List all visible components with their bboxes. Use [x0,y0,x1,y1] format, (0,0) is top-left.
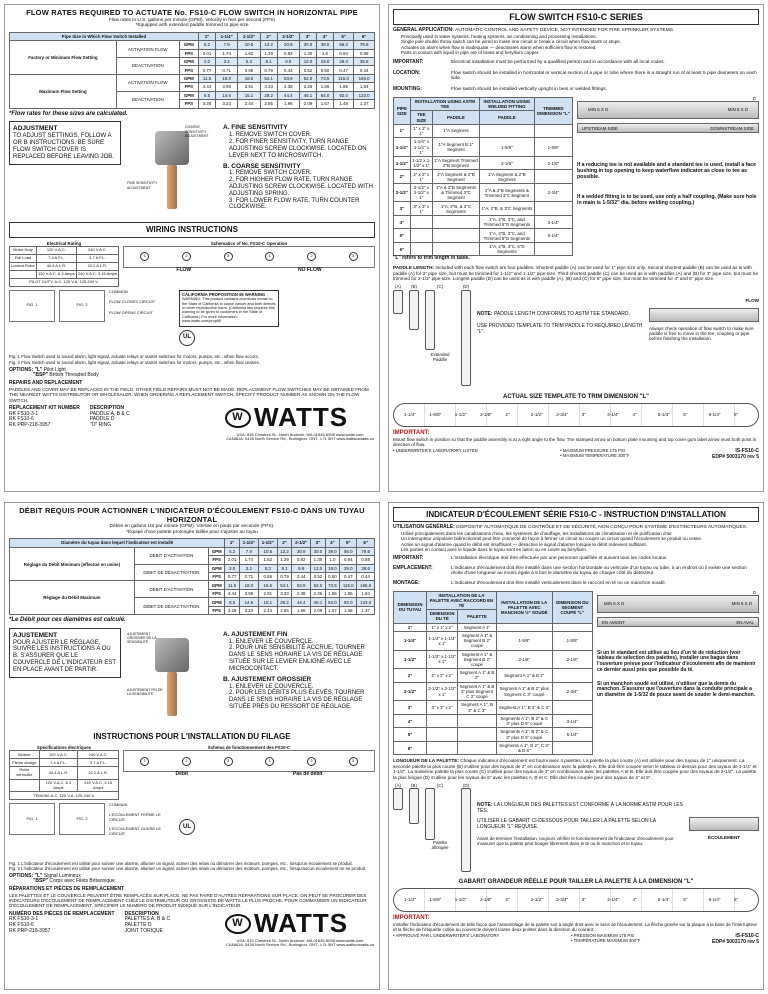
pipe-size-col: 2" [277,539,291,547]
repairs-text: PADDLES AND COVER MAY BE REPLACED IN THE FIELD. OTHER FIELD REPAIRS MUST NOT BE MADE. REPLACEMENT FLOW SWITCHES MAY BE OBTAINED FROM THE NEAREST WATTS DISTRIBUTOR OR WHOLESALER. WHEN ORDERING A REPLACEMENT SWITCH, SPECIFY PRODUCT NUMBER AS SHOWN ON THE FLOW SWITCH. [9,386,369,403]
fig2-caption: Fig. 2 Flow Switch used to sound alarm, light signal, actuate relays or starter switches for motors, pumps, etc., when flow ceases. [9,359,260,365]
flow-rates-subtitle: Flow rates in U.S. gallons per minute (GPM), Velocity in feet per second (FPS) [108,17,276,23]
table-row: FPS 3.28 3.23 2.44 2.65 1.96 2.09 1.67 1.48 1.37 [10,100,375,108]
adjustment-text: TO ADJUST SETTINGS, FOLLOW A OR B INSTRUCTIONS. BE SURE FLOW SWITCH COVER IS REPLACED BEFORE LEAVING JOB. [13,132,114,160]
pipe-size-col: 6" [354,32,375,40]
no-flow-label: NO FLOW [297,266,322,273]
table-row: 5" Segments A 1", B 2" & C 3" plus D 6" coupé 5-1/4" [394,728,593,742]
usa-address: USA: 815 Chestnut St., North Andover, MA 01845-6098 www.watts.com [236,431,364,437]
french-installation-panel: INDICATEUR D'ÉCOULEMENT SÉRIE FS10-C - INSTRUCTION D'INSTALLATION UTILISATION GÉNÉRALE: DISPOSITIF AUTOMATIQUE DE CONTRÔLE ET DE SÉCURITÉ, NON CONÇU POUR SYSTÈME D'EXTINCTEURS AUTOMATIQUES. Utilisé principalement dans les canalisations d'eau, les systèmes de chauffage, les installations de climatisation et de purification d'air. Un interrupteur unipolaire bidirectionnel peut être connecté de façon à fermer un circuit ou couper un circuit quand l'écoulement se produit ou cesse. Active un signal d'alarme quand le débit est insuffisant — désactive le signal d'alarme lorsque le débit redevient suffisant. Les parties en contact avec le liquide dans le tuyau sont en laiton ou en cuivre au béryllium. IMPORTANT: L'installation électrique doit être effectuée par une personne qualifiée et suivant tous les codes locaux. EMPLACEMENT: L'indicateur d'écoulement doit être installé dans une section horizontale ou verticale d'un tuyau ou tube, à un endroit où il existe une section droite d'une longueur au moins égale à 5 fois le diamètre du tuyau de chaque côté du détecteur. MONTAGE: L'indicateur d'écoulement doit être installé verticalement dans le raccord en té ou un manchon soudé. DIMENSION DU TUYAU INSTALLATION DE LA PALETTE AVEC RACCORD EN TÉ INSTALLATION DE LA PALETTE AVEC MANCHON ½" SOUDÉ DIMENSION DU SEGMENT COUPÉ "L" DIMENSION DU TÉ PALETTE 1" 1" x 1" x 1" Segment A 1" 1-1/4" 1-1/4" x 1-1/4" x 1" Segment A 1" & Segment B 2" coupé 1-5/8" 1-5/8" 1-1/2" 1-1/2" x 1-1/2" x 1" Segment A 1" & Segment B 2" coupé 2-1/8" 2-1/8" 2" 2" x 2" x 1" Segment A 1" & B 2" Segment A 1" & B 2" 2-1/2" 2-1/2" x 2-1/2" x 1" Segment A 1" & B 2" plus Segment C 3" coupé Segment A 1" & B 2" plus Segment C 3" coupé 2-3/4" 3" 3" x 3" x 1" Segment A 1", B 2" & C 3" Segment A 1", B 2" & C 3" 4" Segments A 1", B 2" & C 3" plus D 6" coupé 3-1/4" 5" Segments A 1", B 2" & C 3" plus D 6" coupé 5-1/4" 6" Segments A 1", B 2", C 3" & D 6" MIN 5 X D MIN 5 X D D EN AMONT EN AVAL Si un té standard est utilisé au lieu d'un té de réduction (voir tableau de sélection des palettes), installer une bague dans l'ouverture prévue pour l'indicateur d'écoulement afin de maintenir ce dernier aussi près que possible du té. Si un manchon soudé est utilisé, n'utiliser que la demie du manchon. S'assurer que l'ouverture dans la conduite principale a un diamètre de 1-5/32 de pouce avant de souder le demi-manchon. LONGUEUR DE LA PALETTE: Chaque indicateur d'écoulement est fourni avec 4 palettes. La palette la plus courte (A) est utilisée pour des tuyaux de 1" uniquement. La seconde palette la plus courte (B) s'utilise pour des tuyaux de 2" en combinaison avec la palette A. Elle doit être coupée selon le tableau ci-dessus pour des tuyaux de 1-1/4" et 1-1/2". La troisième palette la plus courte (C) s'utilise pour des tuyaux de 3" en combinaison avec les palettes A et B. Elle doit être coupée pour des tuyaux de 2-1/2". La palette la plus longue (D) s'utilise pour les tuyaux de 6" avec les palettes A, B et C. Elle doit être coupée pour des tuyaux de 4" et 5". (A) (B) (C) Palette allongée (D) NOTE: LA LONGUEUR DES PALETTES EST CONFORME À LA NORME ASTM POUR LES TÉS. UTILISER LE GABARIT CI-DESSOUS POUR TAILLER LA PALETTE SELON LA LONGUEUR "L" REQUISE. Avant de terminer l'installation, toujours vérifier le fonctionnement de l'indicateur d'écoulement pour s'assurer que la palette peut bouger librement dans le té ou le manchon et le tuyau. ÉCOULEMENT GABARIT GRANDEUR RÉELLE POUR TAILLER LA PALETTE À LA DIMENSION "L" 1-1/4" 1-5/8" 1-1/2" 2-1/8" 2" 2-1/2" 2-3/4" 3" 3-1/4" 4" 5-1/4" 5" 6-1/4" 6" IMPORTANT: Installer l'indicateur d'écoulement de telle façon que l'assemblage de la palette soit à angle droit avec le sens de l'écoulement. La flèche gravée sur la plaque à la base de l'interrupteur et la flèche de l'étiquette collée au couvercle doivent toutes deux pointer dans la direction du courant. • APPROUVÉ PAR L'UNDERWRITER'S LABORATORY • PRESSION MAXIMUM 175 PSI • TEMPÉRATURE MAXIMUM 300°F IS-FS10-C EDP# 5003170 rev 5 [388,502,764,990]
table-row: 3" 3" x 3" x 1" Segment A 1", B 2" & C 3" Segment A 1", B 2" & C 3" [394,701,593,715]
table-row: 2-1/2" 2-1/2" x 2-1/2" x 1" 1"A & 2"B Segments & Trimmed 3"C Segment 1"A & 2"B Segments & Trimmed 3"C Segment 2-3/4" [394,183,573,202]
ruler-mark: 5-1/4" [657,412,670,418]
fine-step: 2. FOR FINER SENSITIVITY, TURN RANGE ADJUSTING SCREW CLOCKWISE. LOCATED ON LEVER NEXT TO MICROSWITCH. [229,138,367,159]
calculated-note: *Flow rates for these sizes are calculated. [9,110,128,117]
pipe-size-col: 5" [340,539,357,547]
prop65-warning: CALIFORNIA PROPOSITION 65 WARNING WARNING: This product contains chemicals known to the State of California to cause cancer and birth defects or other reproductive harm. (California law requires this warning to be given to customers in the State of California.) For more information: www.watts.com/prop65 [179,290,279,327]
flow-switch-illustration [127,121,217,219]
ruler-mark: 6-1/4" [708,896,721,902]
table-row: 6" Segments A 1", B 2", C 3" & D 6" [394,741,593,755]
coarse-title: B. COARSE SENSITIVITY [223,162,301,170]
fine-title: A. FINE SENSITIVITY [223,124,288,132]
ul-listed-icon: UL [179,330,195,346]
flow-label: FLOW [176,266,192,273]
coarse-step: 3. FOR LOWER FLOW RATE, TURN COUNTER CLOCKWISE. [229,197,360,211]
table-row: 2-1/2" 2-1/2" x 2-1/2" x 1" Segment A 1" & B 2" plus Segment C 3" coupé Segment A 1" & B 2" plus Segment C 3" coupé 2-3/4" [394,682,593,701]
table-row: 6" 1"A, 2"B, 3"C, 6"D Segments [394,242,573,256]
french-subtitle: Débits en gallons US par minute (GPM), Vitesse en pieds par seconde (FPS). [109,524,275,530]
canada-address: CANADA: 5435 North Service Rd., Burlington, ONT., L7L 5H7 www.wattscanada.ca [226,436,374,442]
ruler-mark: 5-1/4" [657,896,670,902]
fine-step: 1. REMOVE SWITCH COVER. [229,131,312,138]
pipe-size-col: 6" [357,539,375,547]
table-row: FPS 3.28 3.23 2.44 2.65 1.96 2.09 1.67 1.48 1.37 [10,606,375,614]
options: OPTIONS: "L" Pilot Light "BSP" British Threaded Body [9,366,99,379]
watts-mark-icon: W [225,408,251,428]
ruler-mark: 2-1/2" [530,412,543,418]
pipe-size-col: 4" [317,32,334,40]
pipe-size-col: 2" [260,32,277,40]
pipe-size-header: Pipe Size in Which Flow Switch Installed [10,32,199,40]
figures-row [9,290,375,354]
flow-rates-table [9,32,375,109]
welded-fitting-note: If a welded fitting is to be used, use only a half coupling. (Make sure hole in main is 1-5/32" dia. before welding coupling.) [577,193,757,206]
ruler-mark: 2-3/4" [556,896,569,902]
pipe-size-col: 1-1/4" [239,539,258,547]
table-row: FPS 0.77 0.71 0.86 0.79 0.44 0.52 0.50 0.47 0.44 [10,573,375,581]
ruler-mark: 3" [581,896,586,902]
ruler-mark: 2-1/8" [480,896,492,902]
electrical-rating-table: Motor Duty 120 V.A.C. 240 V.A.C. Full Load 7.4 A F.L. 3.7 A F.L. Locked Rotor 44.4 A L.R. 22.2 A L.R. 120 V.A.C. 6.3 Amps 240 V.A.C. 3.15 Amps PILOT DUTY: A.C. 125 V.A. 125-240 V. [9,246,119,287]
adjustment-box [9,121,121,164]
ruler-mark: 1-1/2" [454,896,467,902]
table-row: FPS 0.77 0.71 0.86 0.79 0.44 0.52 0.50 0.47 0.44 [10,66,375,74]
paddles-illustration: (A) (B) (C) Extended Paddle (D) NOTE: PADDLE LENGTH CONFORMS TO ASTM TEE STANDARD. USE PROVIDED TEMPLATE TO TRIM PADDLE TO REQUIRED LENGTH "L". FLOW Always check operation of flow switch to make sure paddle is free to move in the tee, coupling or pipe before finishing the installation. [393,284,759,394]
table-row: DÉBIT DE DÉSACTIVATION GPM 8.5 14.6 15.1 29.2 44.4 46.1 64.0 92.0 123.0 [10,598,375,606]
pipe-size-col: 1" [198,32,215,40]
watts-mark-icon: W [225,914,251,934]
pipe-size-col: 5" [334,32,354,40]
switch-body [155,131,189,165]
french-wiring-title: INSTRUCTIONS POUR L'INSTALLATION DU FILAGE [93,732,291,742]
ruler-mark: 5" [683,896,688,902]
ruler-mark: 4" [632,896,637,902]
important-label: IMPORTANT: [393,430,430,437]
table-row: 1" 1" x 1" x 1" 1"A Segment [394,124,573,138]
french-flow-switch-illustration: AJUSTEMENT GROSSIER DE LA SENSIBILITÉ AJUSTEMENT FIN DE LA SENSIBILITÉ [127,628,217,726]
fig1-diagram: FIG. 1 [9,290,55,322]
important-text: Mount flow switch in position so that the paddle assembly is at a right angle to the flow. The stamped arrow on bottom plate mounting and top cover gum label arrow must both point in direction of flow. [393,437,757,448]
paddle [167,165,177,209]
pipe-size-col: 1-1/4" [216,32,238,40]
ruler-mark: 6" [734,896,739,902]
coarse-step: 1. REMOVE SWITCH COVER. [229,169,312,176]
ruler-mark: 3-1/4" [607,896,619,902]
table-row: 3" 3" x 3" x 1" 1"A, 2"B, & 3"C Segments 1"A, 2"B, & 3"C Segments [394,202,573,216]
ruler-mark: 1-1/4" [404,412,416,418]
french-adjustment-section: AJUSTEMENT POUR AJUSTER LE RÉGLAGE, SUIVRE LES INSTRUCTIONS A OU B. S'ASSURER QUE LE COUVERCLE DE L'INDICATEUR EST EN PLACE AVANT DE PARTIR. AJUSTEMENT GROSSIER DE LA SENSIBILITÉ AJUSTEMENT FIN DE LA SENSIBILITÉ A. AJUSTEMENT FIN 1. ENLEVER LE COUVERCLE. 2. POUR UNE SENSIBILITÉ ACCRUE, TOURNER DANS LE SENS HORAIRE LA VIS DE RÉGLAGE SITUÉE SUR LE LEVIER ENLIGNÉ AVEC LE MICROCONTACT. B. AJUSTEMENT GROSSIER 1. ENLEVER LE COUVERCLE. 2. POUR LES DÉBITS PLUS ÉLEVÉS, TOURNER DANS LE SENS HORAIRE LA VIS DE RÉGLAGE SITUÉE PRÈS DU RESSORT DE RÉGLAGE. [9,628,375,726]
electrical-rating-title: Electrical Rating [46,240,82,246]
switch-terminals: COMMON FLOW CLOSES CIRCUIT FLOW OPENS CIRCUIT [109,288,156,315]
table-row: DEACTIVATION GPM 8.5 14.6 15.1 29.2 44.4 46.1 64.0 92.0 123.0 [10,91,375,99]
ruler-mark: 2-1/8" [480,412,492,418]
ruler-mark: 2-1/2" [530,896,543,902]
schematics-title: Schematics of No. FS10-C Operation [210,240,288,246]
table-row: Factory or Minimum Flow Setting ACTIVATION FLOW GPM 5.2 7.9 10.5 13.2 20.9 30.0 39.0 56.0 79.9 [10,41,375,49]
replacement-kits: REPLACEMENT KIT NUMBER RK FS10-3-1 RK FS10-6 RK PRP-218-3957 DESCRIPTION PADDLE A, B & C PADDLE D "O" RING [9,404,130,429]
french-flow-rates-title: DÉBIT REQUIS POUR ACTIONNER L'INDICATEUR D'ÉCOULEMENT FS10-C DANS UN TUYAU HORIZONTAL [19,506,365,524]
operation-check-note: Always check operation of flow switch to make sure paddle is free to move in the tee, coupling or pipe before finishing the installation. [649,325,754,342]
pipe-size-col: 1-1/2" [238,32,260,40]
french-flow-rates-panel: DÉBIT REQUIS POUR ACTIONNER L'INDICATEUR D'ÉCOULEMENT FS10-C DANS UN TUYAU HORIZONTAL Débits en gallons US par minute (GPM), Vitesse en pieds par seconde (FPS). *Équipé d'une palette prolongée taillée pour s'ajuster au tuyau Diamètre du tuyau dans lequel l'indicateur est installé 1" 1-1/4" 1-1/2" 2" 2-1/2" 3" 4" 5" 6" Réglage du Débit Minimum (effectué en usine) DÉBIT D'ACTIVATION GPM 5.2 7.9 10.5 13.2 20.9 30.0 39.0 56.0 79.9 FPS 2.01 1.74 1.62 1.29 0.92 1.30 1.0 0.94 0.88 DÉBIT DE DÉSACTIVATION GPM 2.0 3.2 5.3 8.1 9.9 12.0 19.0 29.0 39.6 FPS 0.77 0.71 0.86 0.79 0.44 0.52 0.50 0.47 0.44 Réglage du Débit Maximum DÉBIT D'ACTIVATION GPM 11.5 18.0 18.6 54.1 53.9 52.0 73.5 115.0 166.0 FPS 4.44 3.98 2.91 3.33 2.38 2.26 1.86 1.85 1.84 DÉBIT DE DÉSACTIVATION GPM 8.5 14.6 15.1 29.2 44.4 46.1 64.0 92.0 123.0 FPS 3.28 3.23 2.44 2.65 1.96 2.09 1.67 1.48 1.37 *Le Débit pour ces diamètres est calculé. AJUSTEMENT POUR AJUSTER LE RÉGLAGE, SUIVRE LES INSTRUCTIONS A OU B. S'ASSURER QUE LE COUVERCLE DE L'INDICATEUR EST EN PLACE AVANT DE PARTIR. AJUSTEMENT GROSSIER DE LA SENSIBILITÉ AJUSTEMENT FIN DE LA SENSIBILITÉ A. AJUSTEMENT FIN 1. ENLEVER LE COUVERCLE. 2. POUR UNE SENSIBILITÉ ACCRUE, TOURNER DANS LE SENS HORAIRE LA VIS DE RÉGLAGE SITUÉE SUR LE LEVIER ENLIGNÉ AVEC LE MICROCONTACT. B. AJUSTEMENT GROSSIER 1. ENLEVER LE COUVERCLE. 2. POUR LES DÉBITS PLUS ÉLEVÉS, TOURNER DANS LE SENS HORAIRE LA VIS DE RÉGLAGE SITUÉE PRÈS DU RESSORT DE RÉGLAGE. INSTRUCTIONS POUR L'INSTALLATION DU FILAGE Spécifications électriques Moteur 120 V.A.C. 240 V.A.C. Pleine charge 7.4 A F.L. 3.7 A F.L. Rotor verrouillé 44.4 A L.R. 22.2 A L.R. 120 V.A.C. 6.3 Amps 240 V.A.C. 3.15 Amps TÉMOIN: A.C. 125 V.A. 125-240 V. Schéma de fonctionnement des FS10-C 1 2 3 1 2 3 Débit Pas de débit FIG. 1 FIG. 2 COMMUN L'ÉCOULEMENT FERME LE CIRCUIT L'ÉCOULEMENT OUVRE LE CIRCUIT UL Fig. 1 L'indicateur d'écoulement est utilisé pour sonner une alarme, allumer un signal, activer des relais ou démarrer des moteurs, pompes, etc., lorsqu'un écoulement se produit. Fig. 2 L'indicateur d'écoulement est utilisé pour sonner une alarme, allumer un signal, activer des relais ou démarrer des moteurs, pompes, etc., lorsqu'aucun écoulement ne se produit. OPTIONS: "L" Signal Lumineux "BSP" Corps avec Filets Britannique RÉPARATIONS ET PIÈCES DE REMPLACEMENT LES PALETTES ET LE COUVERCLE PEUVENT ÊTRE REMPLACÉS SUR PLACE. NE PAS FAIRE D'AUTRES RÉPARATIONS SUR PLACE. ON PEUT SE PROCURER DES INDICATEURS D'ÉCOULEMENT DE REMPLACEMENT CHEZ LE DISTRIBUTEUR OU GROSSISTE DE WATTS LE PLUS PROCHE. POUR COMMANDER UN INDICATEUR D'ÉCOULEMENT DE REMPLACEMENT, SPÉCIFIER LE NUMÉRO DE PRODUIT INDIQUÉ SUR L'INDICATEUR. NUMÉRO DES PIÈCES DE REMPLACEMENT RK FS10-3-1 RK FS10-6 RK PRP-218-3957 DESCRIPTION PALETTES A, B & C PALETTE D JOINT TORIQUE W WATTS USA: 815 Chestnut St., North Andover, MA 01845-6098 www.watts.com CANADA: 5435 North Service Rd., Burlington, ONT., L7L 5H7 www.wattscanada.ca [4,502,380,990]
coarse-caption: COARSE SENSITIVITY ADJUSTMENT [185,125,209,138]
table-row: DÉBIT DE DÉSACTIVATION GPM 2.0 3.2 5.3 8.1 9.9 12.0 19.0 29.0 39.6 [10,564,375,572]
pipe-size-col: 1-1/2" [258,539,277,547]
table-row: FPS 4.44 3.98 2.91 3.33 2.38 2.26 1.86 1.85 1.84 [10,83,375,91]
ruler-mark: 1-1/2" [454,412,467,418]
table-row: 2" 2" x 2" x 1" Segment A 1" & B 2" Segment A 1" & B 2" [394,669,593,683]
watts-logo-fr: W WATTS [225,909,375,939]
table-row: Maximum Flow Setting ACTIVATION FLOW GPM 11.5 18.0 18.6 54.1 53.9 52.0 73.5 115.0 166.0 [10,74,375,82]
ruler-mark: 2-3/4" [556,412,569,418]
pipe-size-col: 3" [299,32,316,40]
adjust-steps [223,121,375,219]
ruler-mark: 5" [683,412,688,418]
paddle-selection-table: PIPE SIZE INSTALLATION USING ASTM TEE INSTALLATION USING WELDED FITTING TRIMMED DIMENSION "L" TEE SIZE PADDLE PADDLE 1" 1" x 1" x 1" 1"A Segment 1-1/4" 1-1/4" x 1-1/4" x 1" 1"A Segment B 1" Segment 1-5/8" 1-5/8" 1-1/2" 1-1/2 x 1-1/2" x 1" 1"A Segment Trimmed 2"B Segment 2-1/8" 2-1/8" 2" 2" x 2" x 1" 1"A Segment & 2"B Segment 1"A Segment & 2"B Segment 2-1/2" 2-1/2" x 2-1/2" x 1" 1"A & 2"B Segments & Trimmed 3"C Segment 1"A & 2"B Segments & Trimmed 3"C Segment 2-3/4" 3" 3" x 3" x 1" 1"A, 2"B, & 3"C Segments 1"A, 2"B, & 3"C Segments 4" 1"A, 2"B, 3"C, and Trimmed 6"D Segments 3-1/4" 5" 1"A, 2"B, 3"C, and Trimmed 6"D Segments 5-1/4" 6" 1"A, 2"B, 3"C, 6"D Segments [393,97,573,257]
english-installation-panel: FLOW SWITCH FS10-C SERIES GENERAL APPLICATION: AUTOMATIC CONTROL AND SAFETY DEVICE, NOT INTENDED FOR FIRE SPRINKLER SYSTEMS. Principally used in water systems, heating systems, air conditioning and processing installations. Single pole double throw switch can be wired to make one circuit or break a circuit when flow starts or stops. Actuates an alarm when flow is inadequate — deactivates alarm when sufficient flow is restored. Parts in contact with liquid in pipe are of brass and beryllium copper. IMPORTANT: Electrical installation must be performed by a qualified person and in accordance with all local codes. LOCATION: Flow switch should be installed in horizontal or vertical section of a pipe or tube where there is a straight run of at least 5 pipe diameters on each side. MOUNTING: Flow switch should be installed vertically upright in tees or welded fittings. PIPE SIZE INSTALLATION USING ASTM TEE INSTALLATION USING WELDED FITTING TRIMMED DIMENSION "L" TEE SIZE PADDLE PADDLE 1" 1" x 1" x 1" 1"A Segment 1-1/4" 1-1/4" x 1-1/4" x 1" 1"A Segment B 1" Segment 1-5/8" 1-5/8" 1-1/2" 1-1/2 x 1-1/2" x 1" 1"A Segment Trimmed 2"B Segment 2-1/8" 2-1/8" 2" 2" x 2" x 1" 1"A Segment & 2"B Segment 1"A Segment & 2"B Segment 2-1/2" 2-1/2" x 2-1/2" x 1" 1"A & 2"B Segments & Trimmed 3"C Segment 1"A & 2"B Segments & Trimmed 3"C Segment 2-3/4" 3" 3" x 3" x 1" 1"A, 2"B, & 3"C Segments 1"A, 2"B, & 3"C Segments 4" 1"A, 2"B, 3"C, and Trimmed 6"D Segments 3-1/4" 5" 1"A, 2"B, 3"C, and Trimmed 6"D Segments 5-1/4" 6" 1"A, 2"B, 3"C, 6"D Segments MIN 5 X D MIN 5 X D D UPSTREAM SIDE DOWNSTREAM SIDE If a reducing tee is not available and a standard tee is used, install a face bushing in top opening to keep waterflow indicator as close to tee as possible. If a welded fitting is to be used, use only a half coupling. (Make sure hole in main is 1-5/32" dia. before welding coupling.) "L" refers to trim length in table. PADDLE LENGTH: Included with each flow switch are four paddles. Shortest paddle (A) can be used for 1" pipe size only. Second shortest paddle (B) can be used as is with paddle (A) for 2" pipe size, but must be trimmed for 1-1/4" and 1-1/2" pipe size. Third shortest paddle (C) can be used as is with paddles (A) and (B) for 3" pipe size, but must be trimmed for 2-1/2" pipe size. Longest paddle (D) can be used as is with paddle (A), (B) and (C) for 6" pipe size, but must be trimmed for 4" and 5" pipe size. (A) (B) (C) Extended Paddle (D) NOTE: PADDLE LENGTH CONFORMS TO ASTM TEE STANDARD. USE PROVIDED TEMPLATE TO TRIM PADDLE TO REQUIRED LENGTH "L". FLOW Always check operation of flow switch to make sure paddle is free to move in the tee, coupling or pipe before finishing the installation. ACTUAL SIZE TEMPLATE TO TRIM DIMENSION "L" 1-1/4" 1-5/8" 1-1/2" 2-1/8" 2" 2-1/2" 2-3/4" 3" 3-1/4" 4" 5-1/4" 5" 6-1/4" 6" IMPORTANT: Mount flow switch in position so that the paddle assembly is at a right angle to the flow. The stamped arrow on bottom plate mounting and top cover gum label arrow must both point in direction of flow. • UNDERWRITER'S LABORATORY LISTED • MAXIMUM PRESSURE 175 PSI • MAXIMUM TEMPERATURE 300°F IS-FS10-C EDP# 5003170 rev 5 [388,4,764,492]
template-title: ACTUAL SIZE TEMPLATE TO TRIM DIMENSION "L" [502,394,650,401]
table-row: 1-1/4" 1-1/4" x 1-1/4" x 1" Segment A 1" & Segment B 2" coupé 1-5/8" 1-5/8" [394,632,593,651]
watts-logo: W WATTS [225,403,375,433]
pipe-size-col: 1" [225,539,239,547]
trim-template-ruler [393,403,759,427]
table-row: 2" 2" x 2" x 1" 1"A Segment & 2"B Segment 1"A Segment & 2"B Segment [394,170,573,184]
ruler-mark: 1-5/8" [429,896,442,902]
table-row: FPS 2.01 1.74 1.62 1.29 0.92 1.30 1.0 0.94 0.88 [10,49,375,57]
wiring-title: WIRING INSTRUCTIONS [9,222,375,237]
fine-caption: FINE SENSITIVITY ADJUSTMENT [127,181,158,190]
flow-rates-title: FLOW RATES REQUIRED TO ACTUATE No. FS10-C FLOW SWITCH IN HORIZONTAL PIPE [26,8,358,17]
french-series-title: INDICATEUR D'ÉCOULEMENT SÉRIE FS10-C - INSTRUCTION D'INSTALLATION [393,507,759,522]
french-flow-rates-table: Diamètre du tuyau dans lequel l'indicateur est installé 1" 1-1/4" 1-1/2" 2" 2-1/2" 3" 4" 5" 6" Réglage du Débit Minimum (effectué en usine) DÉBIT D'ACTIVATION GPM 5.2 7.9 10.5 13.2 20.9 30.0 39.0 56.0 79.9 FPS 2.01 1.74 1.62 1.29 0.92 1.30 1.0 0.94 0.88 DÉBIT DE DÉSACTIVATION GPM 2.0 3.2 5.3 8.1 9.9 12.0 19.0 29.0 39.6 FPS 0.77 0.71 0.86 0.79 0.44 0.52 0.50 0.47 0.44 Réglage du Débit Maximum DÉBIT D'ACTIVATION GPM 11.5 18.0 18.6 54.1 53.9 52.0 73.5 115.0 166.0 FPS 4.44 3.98 2.91 3.33 2.38 2.26 1.86 1.85 1.84 DÉBIT DE DÉSACTIVATION GPM 8.5 14.6 15.1 29.2 44.4 46.1 64.0 92.0 123.0 FPS 3.28 3.23 2.44 2.65 1.96 2.09 1.67 1.48 1.37 [9,538,375,615]
flow-rates-footnote: *Equipped with extended paddle trimmed to pipe size [135,23,249,29]
fig2-diagram: FIG. 2 [59,290,105,322]
footer: • UNDERWRITER'S LABORATORY LISTED • MAXIMUM PRESSURE 175 PSI • MAXIMUM TEMPERATURE 300°F IS-FS10-C EDP# 5003170 rev 5 [393,448,759,461]
adjustment-section [9,121,375,219]
coarse-step: 2. FOR HIGHER FLOW RATE, TURN RANGE ADJUSTING SCREW CLOCKWISE. LOCATED WITH ADJUSTING SPRING. [229,176,373,197]
table-row: 5" 1"A, 2"B, 3"C, and Trimmed 6"D Segments 5-1/4" [394,229,573,243]
table-row: DEACTIVATION GPM 2.0 3.2 5.3 8.1 9.9 12.0 19.0 29.0 39.6 [10,57,375,65]
ruler-mark: 1-5/8" [429,412,442,418]
french-footnote: *Équipé d'une palette prolongée taillée pour s'ajuster au tuyau [126,529,258,535]
ruler-mark: 2" [505,896,510,902]
table-row: 1-1/2" 1-1/2 x 1-1/2" x 1" 1"A Segment Trimmed 2"B Segment 2-1/8" 2-1/8" [394,156,573,170]
table-row: Réglage du Débit Maximum DÉBIT D'ACTIVATION GPM 11.5 18.0 18.6 54.1 53.9 52.0 73.5 115.0 166.0 [10,581,375,589]
table-row: FPS 2.01 1.74 1.62 1.29 0.92 1.30 1.0 0.94 0.88 [10,556,375,564]
pilot-duty: PILOT DUTY: A.C. 125 V.A. 125-240 V. [10,278,119,286]
pipe-size-col: 2-1/2" [277,32,299,40]
wiring-section [9,241,375,287]
english-flow-rates-panel [4,4,380,492]
ruler-mark: 6" [734,412,739,418]
table-row: 4" Segments A 1", B 2" & C 3" plus D 6" coupé 3-1/4" [394,714,593,728]
series-title: FLOW SWITCH FS10-C SERIES [393,9,759,25]
adjustment-title: ADJUSTMENT [13,125,58,133]
pipe-size-col: 2-1/2" [292,539,311,547]
table-row: Réglage du Débit Minimum (effectué en usine) DÉBIT D'ACTIVATION GPM 5.2 7.9 10.5 13.2 20.9 30.0 39.0 56.0 79.9 [10,547,375,555]
table-row: 1-1/4" 1-1/4" x 1-1/4" x 1" 1"A Segment B 1" Segment 1-5/8" 1-5/8" [394,138,573,157]
pipe-diagram: MIN 5 X D MIN 5 X D D UPSTREAM SIDE DOWNSTREAM SIDE If a reducing tee is not available and a standard tee is used, install a face bushing in top opening to keep waterflow indicator as close to tee as possible. If a welded fitting is to be used, use only a half coupling. (Make sure hole in main is 1-5/32" dia. before welding coupling.) [577,97,759,257]
pipe-size-col: 3" [311,539,325,547]
ruler-mark: 1-1/4" [404,896,416,902]
table-row: FPS 4.44 3.98 2.91 3.33 2.38 2.26 1.86 1.85 1.84 [10,589,375,597]
schematic-diagram: 1 2 3 1 2 3 [123,246,375,268]
table-row: 4" 1"A, 2"B, 3"C, and Trimmed 6"D Segments 3-1/4" [394,215,573,229]
table-row: 1-1/2" 1-1/2" x 1-1/2" x 1" Segment A 1" & Segment B 2" coupé 2-1/8" 2-1/8" [394,650,593,669]
ruler-mark: 3" [581,412,586,418]
french-calculated-note: *Le Débit pour ces diamètres est calculé. [9,617,126,624]
fig1-caption: Fig. 1 Flow Switch used to sound alarm, light signal, actuate relays or starter switches for motors, pumps, etc., when flow occurs. [9,353,259,359]
ruler-mark: 6-1/4" [708,412,721,418]
table-row: 1" 1" x 1" x 1" Segment A 1" [394,623,593,631]
application-bullets: Principally used in water systems, heating systems, air conditioning and processing installations. Single pole double throw switch can be wired to make one circuit or break a circuit when flow starts or stops. Actuates an alarm when flow is inadequate — deactivates alarm when sufficient flow is restored. Parts in contact with liquid in pipe are of brass and beryllium copper. [401,34,621,55]
french-trim-template-ruler [393,888,759,912]
ruler-mark: 4" [632,412,637,418]
pipe-size-col: 4" [325,539,339,547]
reducing-tee-note: If a reducing tee is not available and a standard tee is used, install a face bushing in top opening to keep waterflow indicator as close to tee as possible. [577,161,757,180]
ruler-mark: 2" [505,412,510,418]
ruler-mark: 3-1/4" [607,412,619,418]
repairs-title: REPAIRS AND REPLACEMENT [9,380,83,387]
french-paddle-table: DIMENSION DU TUYAU INSTALLATION DE LA PALETTE AVEC RACCORD EN TÉ INSTALLATION DE LA PALETTE AVEC MANCHON ½" SOUDÉ DIMENSION DU SEGMENT COUPÉ "L" DIMENSION DU TÉ PALETTE 1" 1" x 1" x 1" Segment A 1" 1-1/4" 1-1/4" x 1-1/4" x 1" Segment A 1" & Segment B 2" coupé 1-5/8" 1-5/8" 1-1/2" 1-1/2" x 1-1/2" x 1" Segment A 1" & Segment B 2" coupé 2-1/8" 2-1/8" 2" 2" x 2" x 1" Segment A 1" & B 2" Segment A 1" & B 2" 2-1/2" 2-1/2" x 2-1/2" x 1" Segment A 1" & B 2" plus Segment C 3" coupé Segment A 1" & B 2" plus Segment C 3" coupé 2-3/4" 3" 3" x 3" x 1" Segment A 1", B 2" & C 3" Segment A 1", B 2" & C 3" 4" Segments A 1", B 2" & C 3" plus D 6" coupé 3-1/4" 5" Segments A 1", B 2" & C 3" plus D 6" coupé 5-1/4" 6" Segments A 1", B 2", C 3" & D 6" [393,591,593,756]
